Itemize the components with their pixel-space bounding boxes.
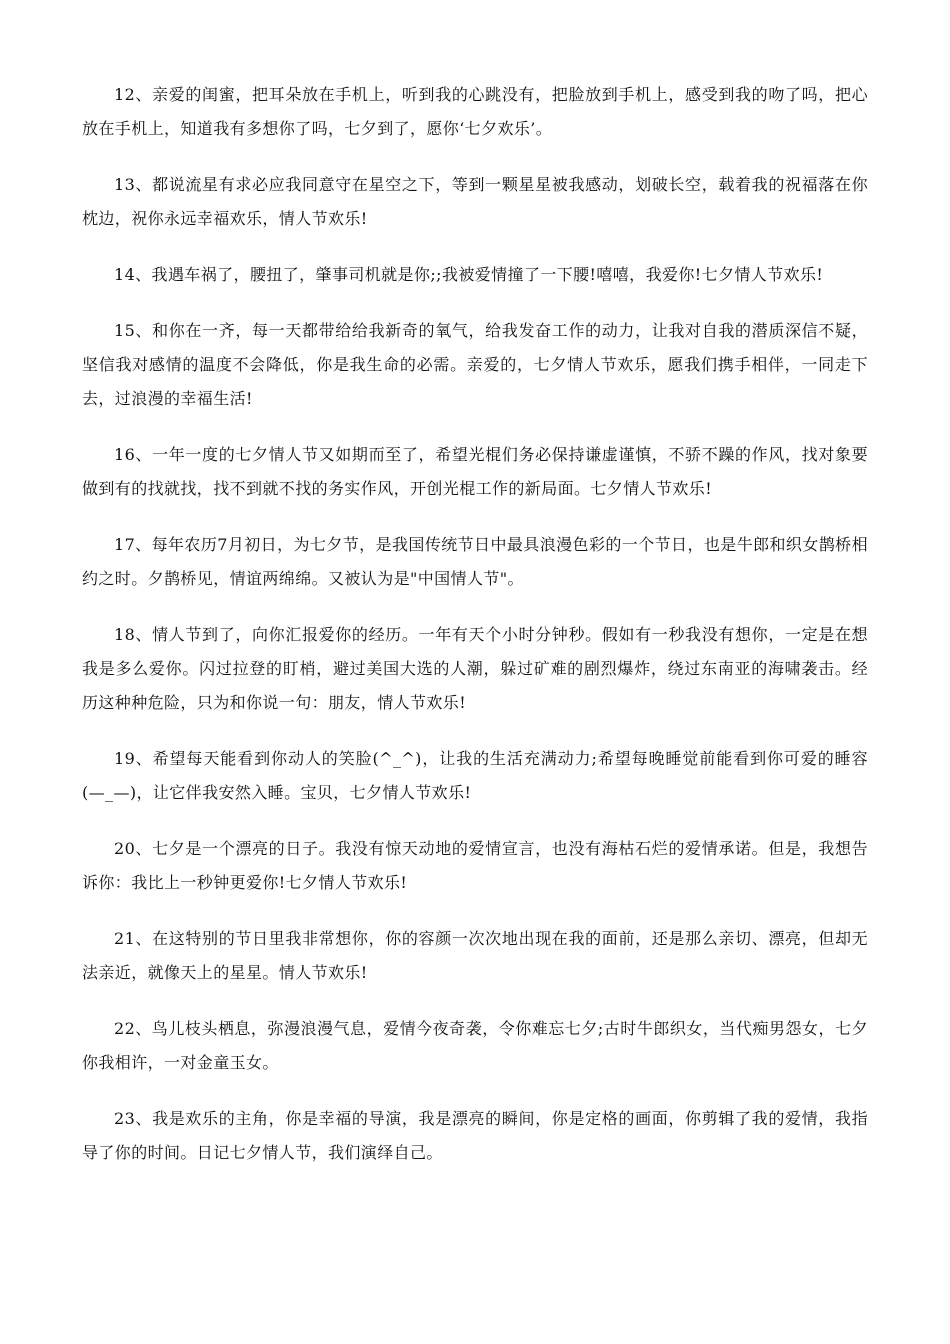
- paragraph-20: 20、七夕是一个漂亮的日子。我没有惊天动地的爱情宣言，也没有海枯石烂的爱情承诺。但是，我想告诉你：我比上一秒钟更爱你!七夕情人节欢乐!: [82, 839, 868, 892]
- paragraph-14: 14、我遇车祸了，腰扭了，肇事司机就是你;;我被爱情撞了一下腰!嘻嘻，我爱你!七夕情人节欢乐!: [114, 265, 824, 284]
- paragraph-17: 17、每年农历7月初日，为七夕节，是我国传统节日中最具浪漫色彩的一个节日，也是牛郎和织女鹊桥相约之时。夕鹊桥见，情谊两绵绵。又被认为是"中国情人节"。: [82, 535, 868, 588]
- paragraph-21: 21、在这特别的节日里我非常想你，你的容颜一次次地出现在我的面前，还是那么亲切、漂亮，但却无法亲近，就像天上的星星。情人节欢乐!: [82, 929, 868, 982]
- paragraph-22: 22、鸟儿枝头栖息，弥漫浪漫气息，爱情今夜奇袭，令你难忘七夕;古时牛郎织女，当代痴男怨女，七夕你我相许，一对金童玉女。: [82, 1019, 868, 1072]
- paragraph-23: 23、我是欢乐的主角，你是幸福的导演，我是漂亮的瞬间，你是定格的画面，你剪辑了我的爱情，我指导了你的时间。日记七夕情人节，我们演绎自己。: [82, 1109, 868, 1162]
- paragraph-15: 15、和你在一齐，每一天都带给给我新奇的氧气，给我发奋工作的动力，让我对自我的潜质深信不疑，坚信我对感情的温度不会降低，你是我生命的必需。亲爱的，七夕情人节欢乐，愿我们携手相伴，一同走下去，过浪漫的幸福生活!: [82, 321, 868, 408]
- paragraph-16: 16、一年一度的七夕情人节又如期而至了，希望光棍们务必保持谦虚谨慎，不骄不躁的作风，找对象要做到有的找就找，找不到就不找的务实作风，开创光棍工作的新局面。七夕情人节欢乐!: [82, 445, 868, 498]
- paragraph-13: 13、都说流星有求必应我同意守在星空之下，等到一颗星星被我感动，划破长空，载着我的祝福落在你枕边，祝你永远幸福欢乐，情人节欢乐!: [82, 175, 868, 228]
- paragraph-12: 12、亲爱的闺蜜，把耳朵放在手机上，听到我的心跳没有，把脸放到手机上，感受到我的吻了吗，把心放在手机上，知道我有多想你了吗，七夕到了，愿你‘七夕欢乐’。: [82, 85, 868, 138]
- paragraph-19: 19、希望每天能看到你动人的笑脸(^_^)，让我的生活充满动力;希望每晚睡觉前能看到你可爱的睡容(—_—)，让它伴我安然入睡。宝贝，七夕情人节欢乐!: [82, 749, 868, 802]
- paragraph-18: 18、情人节到了，向你汇报爱你的经历。一年有天个小时分钟秒。假如有一秒我没有想你，一定是在想我是多么爱你。闪过拉登的盯梢，避过美国大选的人潮，躲过矿难的剧烈爆炸，绕过东南亚的海啸袭击。经历这种种危险，只为和你说一句：朋友，情人节欢乐!: [82, 625, 868, 712]
- document-body: [82, 78, 868, 1192]
